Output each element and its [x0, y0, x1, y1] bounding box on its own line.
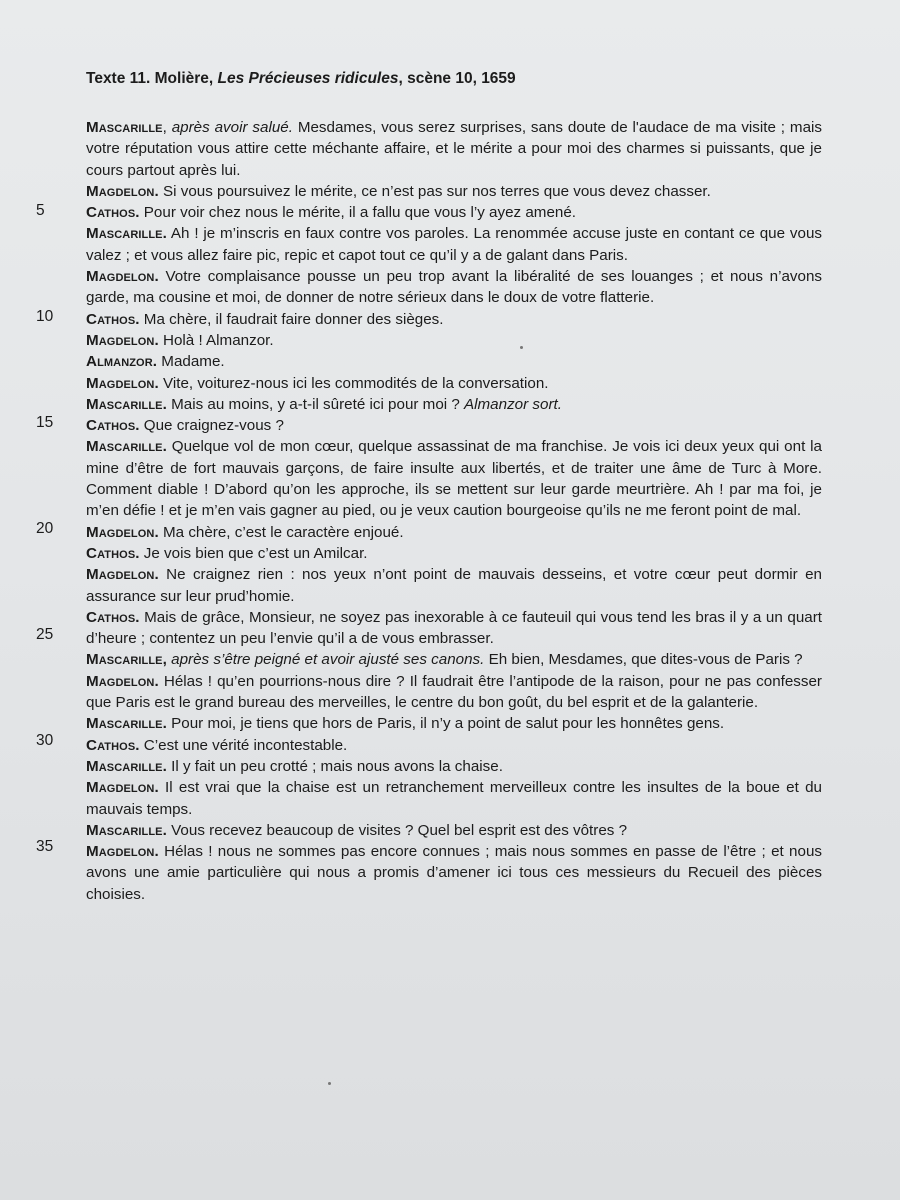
dialogue-line	[86, 266, 822, 309]
line-text: Madame.	[157, 353, 225, 371]
line-number-25: 25	[36, 626, 54, 643]
document-title	[86, 70, 516, 88]
speaker-name: Cathos.	[86, 544, 140, 562]
speaker-name: Magdelon.	[86, 672, 159, 690]
speaker-name: Mascarille	[86, 119, 163, 136]
speaker-name: Mascarille.	[86, 438, 167, 456]
dialogue-line	[86, 223, 822, 266]
line-text: Eh bien, Mesdames, que dites-vous de Paris ?	[484, 651, 803, 669]
speaker-name: Mascarille.	[86, 757, 167, 775]
dialogue-line	[86, 777, 822, 820]
line-text: Ne craignez rien : nos yeux n’ont point de mauvais desseins, et votre cœur peut dormir en assurance sur leur prud’homie.	[86, 566, 822, 605]
dialogue-line	[86, 351, 822, 372]
line-text: Mesdames, vous serez surprises, sans doute de l'audace de ma visite ; mais votre réputation vous attire cette méchante affaire, et le mérite a pour moi des charmes si puissants, que je cours partout après lui.	[86, 119, 822, 179]
dialogue-line	[86, 649, 822, 670]
paper-speck	[520, 346, 523, 349]
speaker-name: Mascarille.	[86, 225, 167, 243]
title-work: Les Précieuses ridicules	[217, 70, 399, 87]
dialogue-line	[86, 522, 822, 543]
dialogue-line	[86, 607, 822, 650]
dialogue-line	[86, 543, 822, 564]
dialogue-line	[86, 309, 822, 330]
speaker-name: Mascarille.	[86, 821, 167, 839]
speaker-name: Magdelon.	[86, 566, 159, 584]
title-suffix: , scène 10, 1659	[398, 70, 516, 87]
speaker-name: Magdelon.	[86, 374, 159, 392]
speaker-name: Cathos.	[86, 417, 140, 435]
line-text: Si vous poursuivez le mérite, ce n’est pas sur nos terres que vous devez chasser.	[158, 182, 711, 200]
line-number-35: 35	[36, 838, 54, 855]
speaker-name: Cathos.	[86, 736, 140, 754]
dialogue-line	[86, 820, 822, 841]
line-text: Ma chère, c’est le caractère enjoué.	[158, 523, 404, 541]
dialogue-line	[86, 671, 822, 714]
dialogue-line	[86, 564, 822, 607]
dialogue-line	[86, 436, 822, 521]
speaker-name: Magdelon.	[86, 268, 159, 286]
line-number-20: 20	[36, 520, 54, 537]
speaker-name: Mascarille,	[86, 651, 167, 669]
speaker-name: Cathos.	[86, 608, 140, 626]
line-text: Quelque vol de mon cœur, quelque assassinat de ma franchise. Je vois ici deux yeux qui ont la mine d’être de fort mauvais garçons, de faire insulte aux libertés, et de traiter une âme de Turc à More. Comment diable ! D’abord qu’on les approche, ils se mettent sur leur garde meurtrière. Ah ! par ma foi, je m’en défie ! et je m’en vais gagner au pied, ou je veux caution bourgeoise qu’ils ne me feront point de mal.	[86, 438, 822, 520]
speaker-name: Magdelon.	[86, 843, 159, 861]
line-text: Ma chère, il faudrait faire donner des sièges.	[139, 310, 444, 328]
line-text: Que craignez-vous ?	[139, 417, 284, 435]
dialogue-line	[86, 735, 822, 756]
line-number-30: 30	[36, 732, 54, 749]
stage-direction: Almanzor sort.	[464, 395, 562, 413]
speaker-name: Magdelon.	[86, 523, 159, 541]
line-number-5: 5	[36, 202, 45, 219]
line-text: Il est vrai que la chaise est un retranchement merveilleux contre les insultes de la boue et du mauvais temps.	[86, 779, 822, 818]
line-number-10: 10	[36, 308, 54, 325]
line-text: C’est une vérité incontestable.	[139, 736, 348, 754]
dialogue-line: Mascarille, après avoir salué. Mesdames, vous serez surprises, sans doute de l'audace de ma visite ; mais votre réputation vous attire cette méchante affaire, et le mérite a pour moi des charmes si puissants, que je cours partout après lui.	[86, 119, 822, 179]
dialogue-line	[86, 756, 822, 777]
speaker-name: Cathos.	[86, 310, 140, 328]
line-text: Hélas ! nous ne sommes pas encore connues ; mais nous sommes en passe de l’être ; et nous avons une amie particulière qui nous a promis d’amener ici tous ces messieurs du Recueil des pièces choisies.	[86, 843, 822, 903]
speaker-name: Magdelon.	[86, 182, 159, 200]
line-text: Votre complaisance pousse un peu trop avant la libéralité de ses louanges ; et nous n’avons garde, ma cousine et moi, de donner de notre sérieux dans le doux de votre flatterie.	[86, 268, 822, 307]
stage-direction: après s’être peigné et avoir ajusté ses canons.	[166, 651, 485, 669]
line-text: Mais de grâce, Monsieur, ne soyez pas inexorable à ce fauteuil qui vous tend les bras il y a un quart d’heure ; contentez un peu l’envie qu’il a de vous embrasser.	[86, 608, 822, 648]
dialogue-line	[86, 330, 822, 351]
line-text: Pour moi, je tiens que hors de Paris, il n’y a point de salut pour les honnêtes gens.	[166, 715, 725, 733]
line-text: Pour voir chez nous le mérite, il a fallu que vous l’y ayez amené.	[139, 204, 577, 222]
speaker-name: Mascarille.	[86, 715, 167, 733]
dialogue-line	[86, 202, 822, 223]
title-prefix: Texte 11. Molière,	[86, 70, 218, 87]
speaker-name: Magdelon.	[86, 331, 159, 349]
speaker-name: Cathos.	[86, 204, 140, 222]
paper-speck	[328, 1082, 331, 1085]
speaker-name: Magdelon.	[86, 779, 159, 797]
dialogue-line	[86, 373, 822, 394]
dialogue-line	[86, 713, 822, 734]
speaker-name: Mascarille.	[86, 395, 167, 413]
line-text: Il y fait un peu crotté ; mais nous avons la chaise.	[166, 757, 503, 775]
dialogue-line	[86, 415, 822, 436]
dialogue-text	[86, 117, 822, 905]
speaker-name: Almanzor.	[86, 353, 158, 371]
dialogue-line	[86, 841, 822, 905]
line-text: Mais au moins, y a-t-il sûreté ici pour moi ?	[166, 395, 465, 413]
line-text: Hélas ! qu’en pourrions-nous dire ? Il faudrait être l’antipode de la raison, pour ne pas confesser que Paris est le grand bureau des merveilles, le centre du bon goût, du bel esprit et de la galanterie.	[86, 672, 822, 712]
line-text: Je vois bien que c’est un Amilcar.	[139, 544, 368, 562]
line-number-15: 15	[36, 414, 54, 431]
stage-direction: après avoir salué.	[171, 119, 293, 136]
dialogue-line	[86, 181, 822, 202]
line-text: Holà ! Almanzor.	[158, 331, 274, 349]
line-text: Vous recevez beaucoup de visites ? Quel bel esprit est des vôtres ?	[166, 821, 628, 839]
dialogue-line	[86, 394, 822, 415]
line-text: Ah ! je m’inscris en faux contre vos paroles. La renommée accuse juste en contant ce que vous valez ; et vous allez faire pic, repic et capot tout ce qu’il y a de galant dans Paris.	[86, 225, 822, 264]
line-text: Vite, voiturez-nous ici les commodités de la conversation.	[158, 374, 549, 392]
